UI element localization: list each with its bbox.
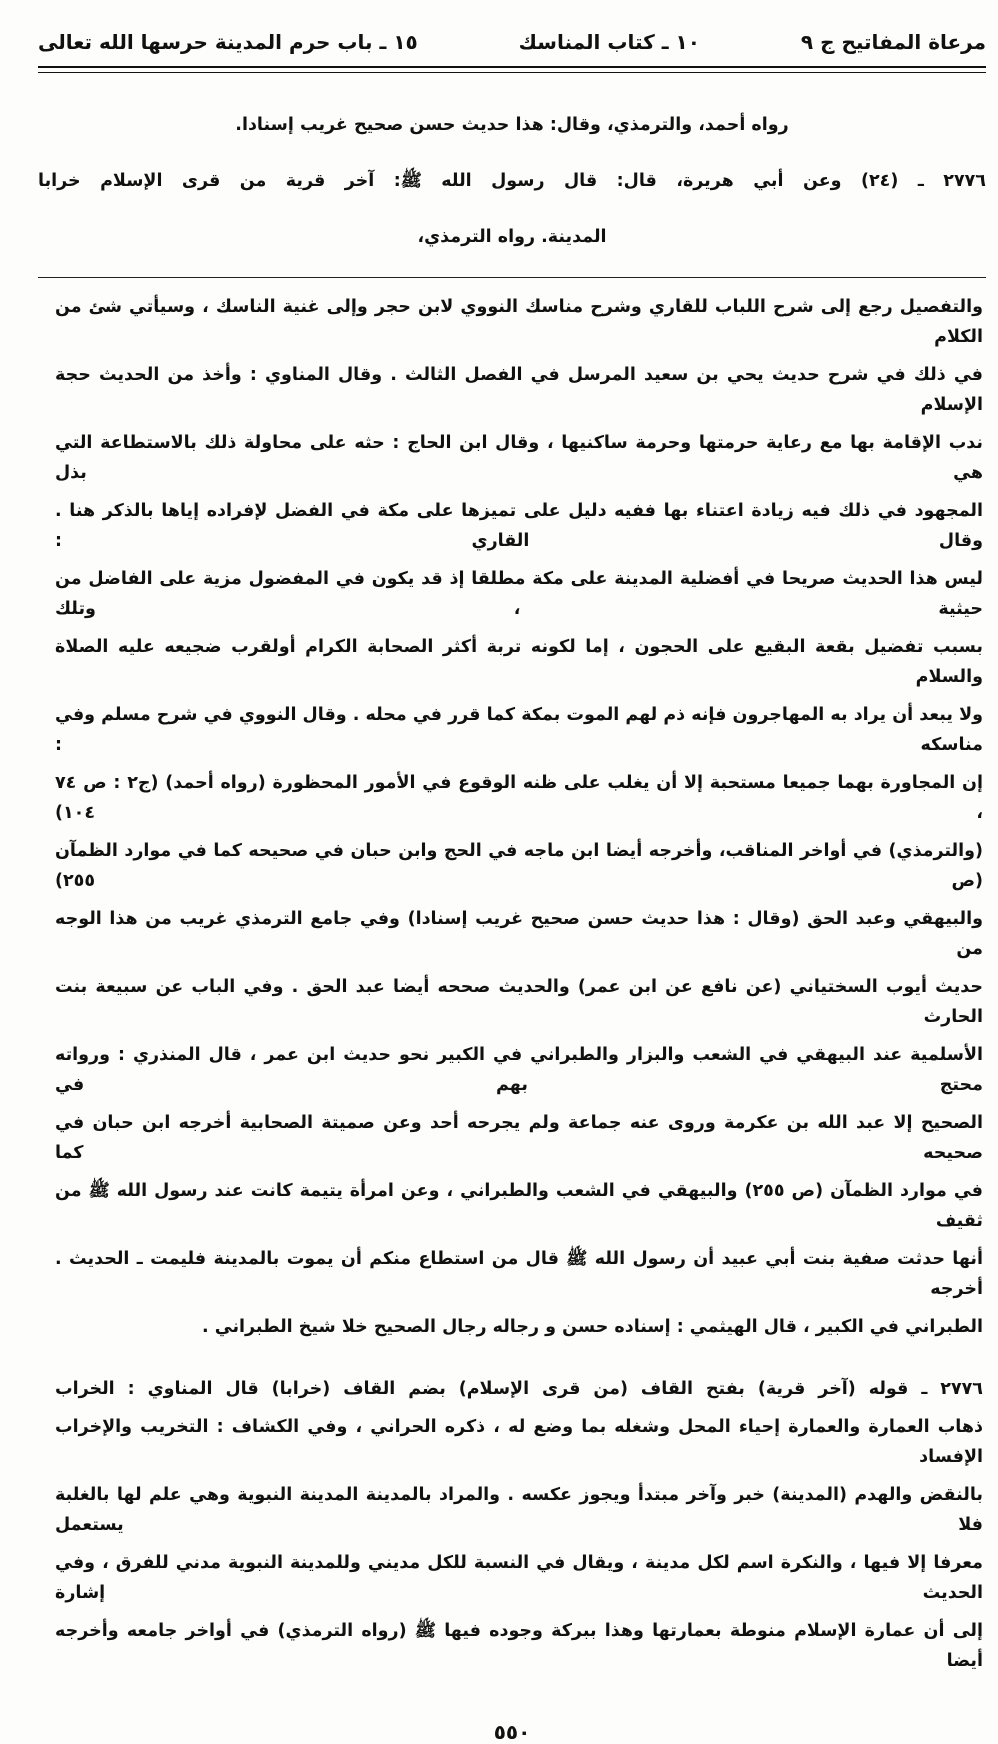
running-header (38, 22, 986, 62)
commentary-line: ٢٧٧٦ ـ قوله (آخر قرية) بفتح القاف (من قرى الإسلام) بضم القاف (خرابا) قال المناوي : الخراب (55, 1379, 983, 1399)
commentary-line: أنها حدثت صفية بنت أبي عبيد أن رسول الله ﷺ قال من استطاع منكم أن يموت بالمدينة فليمت ـ الحديث . أخرجه (55, 1249, 983, 1299)
commentary-line: إلى أن عمارة الإسلام منوطة بعمارتها وهذا ببركة وجوده فيها ﷺ (رواه الترمذي) في أواخر جامعه وأخرجه أيضا (55, 1621, 983, 1671)
commentary-line: حديث أيوب السختياني (عن نافع عن ابن عمر) والحديث صححه أيضا عبد الحق . وفي الباب عن سبيعة بنت الحارث (55, 977, 983, 1027)
header-book-title: مرعاة المفاتيح ج ٩ (800, 30, 986, 54)
commentary-line: والبيهقي وعبد الحق (وقال : هذا حديث حسن صحيح غريب إسنادا) وفي جامع الترمذي غريب من هذا الوجه من (55, 909, 983, 959)
commentary-line: في ذلك في شرح حديث يحي بن سعيد المرسل في الفصل الثالث . وقال المناوي : وأخذ من الحديث حجة الإسلام (55, 365, 983, 415)
commentary-line: معرفا إلا فيها ، والنكرة اسم لكل مدينة ، ويقال في النسبة للكل مديني وللمدينة النبوية مدني للفرق ، وفي الحديث إشارة (55, 1553, 983, 1603)
hadith-line: ٢٧٧٦ ـ (٢٤) وعن أبي هريرة، قال: قال رسول الله ﷺ: آخر قرية من قرى الإسلام خرابا (38, 171, 986, 191)
commentary-line: والتفصيل رجع إلى شرح اللباب للقاري وشرح مناسك النووي لابن حجر وإلى غنية الناسك ، وسيأتي شئ من الكلام (55, 297, 983, 347)
commentary-line: في موارد الظمآن (ص ٢٥٥) والبيهقي في الشعب والطبراني ، وعن امرأة يتيمة كانت عند رسول الله ﷺ من ثقيف (55, 1181, 983, 1231)
commentary-line: الأسلمية عند البيهقي في الشعب والبزار والطبراني في الكبير نحو حديث ابن عمر ، قال المنذري : ورواته محتج بهم في (55, 1045, 983, 1095)
header-section: ١٥ ـ باب حرم المدينة حرسها الله تعالى (38, 30, 418, 54)
text-commentary-divider (38, 277, 986, 278)
hadith-line: المدينة. رواه الترمذي، (417, 227, 607, 247)
commentary-line: ليس هذا الحديث صريحا في أفضلية المدينة على مكة مطلقا إذ قد يكون في المفضول مزية على الفاضل من حيثية ، وتلك (55, 569, 983, 619)
commentary-line: بالنقض والهدم (المدينة) خبر وآخر مبتدأ ويجوز عكسه . والمراد بالمدينة المدينة النبوية وهي علم لها بالغلبة فلا يستعمل (55, 1485, 983, 1535)
header-double-rule (38, 66, 986, 73)
page-number: ٥٥٠ (493, 1720, 531, 1744)
commentary-line: بسبب تفضيل بقعة البقيع على الحجون ، إما لكونه تربة أكثر الصحابة الكرام أولقرب ضجيعه عليه الصلاة والسلام (55, 637, 983, 687)
header-chapter: ١٠ ـ كتاب المناسك (518, 30, 700, 54)
commentary-line: إن المجاورة بهما جميعا مستحبة إلا أن يغلب على ظنه الوقوع في الأمور المحظورة (رواه أحمد) (ج٢ : ص ٧٤ ، ١٠٤) (55, 773, 983, 823)
commentary-line: ندب الإقامة بها مع رعاية حرمتها وحرمة ساكنيها ، وقال ابن الحاج : حثه على محاولة ذلك بالاستطاعة التي هي بذل (55, 433, 983, 483)
commentary-block-2776 (38, 1370, 986, 1680)
commentary-line: (والترمذي) في أواخر المناقب، وأخرجه أيضا ابن ماجه في الحج وابن حبان في صحيحه كما في موارد الظمآن (ص ٢٥٥) (55, 841, 983, 891)
commentary-line: ولا يبعد أن يراد به المهاجرون فإنه ذم لهم الموت بمكة كما قرر في محله . وقال النووي في شرح مسلم وفي مناسكه : (55, 705, 983, 755)
commentary-line: الطبراني في الكبير ، قال الهيثمي : إسناده حسن و رجاله رجال الصحيح خلا شيخ الطبراني . (202, 1317, 983, 1337)
hadith-line: رواه أحمد، والترمذي، وقال: هذا حديث حسن صحيح غريب إسنادا. (235, 115, 789, 135)
commentary-line: ذهاب العمارة والعمارة إحياء المحل وشغله بما وضع له ، ذكره الحراني ، وفي الكشاف : التخريب والإخراب الإفساد (55, 1417, 983, 1467)
commentary-line: الصحيح إلا عبد الله بن عكرمة وروى عنه جماعة ولم يجرحه أحد وعن صميتة الصحابية أخرجه ابن حبان في صحيحه كما (55, 1113, 983, 1163)
commentary-line: المجهود في ذلك فيه زيادة اعتناء بها ففيه دليل على تميزها على مكة في الفضل لإفراده إياها بالذكر هنا . وقال القاري : (55, 501, 983, 551)
commentary-block (38, 288, 986, 1346)
